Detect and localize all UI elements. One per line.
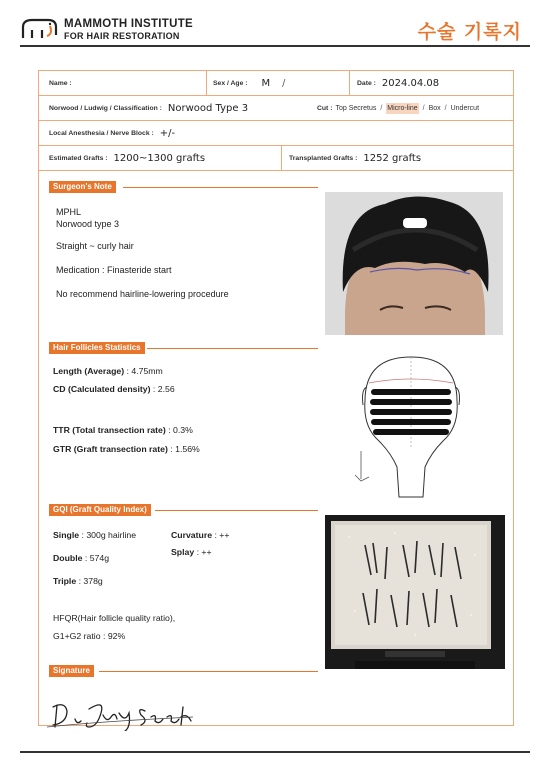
donor-area-diagram: [351, 349, 471, 501]
top-divider: [20, 45, 530, 47]
transplanted-grafts-label: Transplanted Grafts :: [289, 154, 358, 162]
section-rule: [147, 348, 318, 349]
note-line: No recommend hairline-lowering procedure: [56, 289, 229, 299]
single-label: Single: [53, 530, 80, 540]
patient-hairline-photo: [325, 192, 503, 335]
cut-separator: /: [444, 104, 447, 112]
patient-row-2: [39, 96, 513, 121]
patient-row-3: [39, 121, 513, 146]
splay-label: Splay: [171, 547, 195, 557]
transplanted-grafts-field[interactable]: [289, 146, 421, 170]
cut-field: [317, 96, 479, 120]
mammoth-icon: [20, 17, 60, 39]
divider: [349, 71, 350, 95]
date-value: 2024.04.08: [381, 77, 440, 89]
single-value: : 300g hairline: [79, 530, 137, 540]
cut-separator: /: [380, 104, 383, 112]
section-rule: [123, 187, 318, 188]
classification-field[interactable]: [49, 96, 248, 120]
bottom-divider: [20, 751, 530, 753]
double-stat: [53, 553, 109, 563]
follicle-stats-heading: Hair Follicles Statistics: [49, 342, 145, 354]
double-label: Double: [53, 553, 83, 563]
sex-age-field[interactable]: [213, 71, 285, 95]
graft-photo-drawing: [325, 515, 505, 669]
hairline-photo-drawing: [325, 192, 503, 335]
gtr-label: GTR (Graft transection rate): [53, 444, 168, 454]
signature-heading: Signature: [49, 665, 94, 677]
doctor-signature: [45, 697, 195, 731]
signature-drawing: [45, 697, 195, 731]
anesthesia-field[interactable]: [49, 121, 175, 145]
ttr-stat: [53, 425, 193, 435]
surgeon-note-heading: Surgeon's Note: [49, 181, 116, 193]
classification-value: Norwood Type 3: [167, 102, 249, 114]
note-line: Norwood type 3: [56, 219, 120, 229]
triple-stat: [53, 576, 103, 586]
anesthesia-value: +/-: [159, 127, 176, 139]
curvature-value: : ++: [212, 530, 230, 540]
length-value: : 4.75mm: [124, 366, 163, 376]
cut-option-micro-line[interactable]: Micro-line: [387, 104, 418, 112]
estimated-grafts-value: 1200~1300 grafts: [113, 152, 206, 164]
cut-option-undercut[interactable]: Undercut: [450, 104, 480, 112]
curvature-label: Curvature: [171, 530, 213, 540]
cut-separator: /: [422, 104, 425, 112]
anesthesia-label: Local Anesthesia / Nerve Block :: [49, 129, 154, 137]
cd-stat: [53, 384, 175, 394]
classification-label: Norwood / Ludwig / Classification :: [49, 104, 162, 112]
transplanted-grafts-value: 1252 grafts: [363, 152, 422, 164]
head-back-diagram: [351, 349, 471, 501]
length-stat: [53, 366, 163, 376]
double-value: : 574g: [82, 553, 110, 563]
splay-stat: [171, 547, 212, 557]
hfqr-stat: HFQR(Hair follicle quality ratio),: [53, 613, 176, 623]
ttr-value: : 0.3%: [165, 425, 193, 435]
name-field[interactable]: [49, 71, 78, 95]
patient-row-4: [39, 146, 513, 171]
sex-value: M: [261, 77, 271, 89]
estimated-grafts-label: Estimated Grafts :: [49, 154, 108, 162]
g1g2-value: : 92%: [100, 631, 126, 641]
splay-value: : ++: [194, 547, 212, 557]
graft-microscope-photo: [325, 515, 505, 669]
length-label: Length (Average): [53, 366, 125, 376]
institute-name-line2: FOR HAIR RESTORATION: [64, 31, 180, 41]
gtr-value: : 1.56%: [167, 444, 200, 454]
cut-option-box[interactable]: Box: [428, 104, 441, 112]
cd-label: CD (Calculated density): [53, 384, 151, 394]
surgery-record-form: [38, 70, 514, 726]
date-label: Date :: [357, 79, 376, 87]
section-rule: [155, 510, 318, 511]
patient-row-1: [39, 71, 513, 96]
ttr-label: TTR (Total transection rate): [53, 425, 166, 435]
curvature-stat: [171, 530, 229, 540]
sex-age-label: Sex / Age :: [213, 79, 248, 87]
g1g2-label: G1+G2 ratio: [53, 631, 101, 641]
divider: [206, 71, 207, 95]
document-title: 수술 기록지: [417, 21, 522, 43]
triple-value: : 378g: [76, 576, 103, 586]
g1g2-stat: [53, 631, 125, 641]
name-label: Name :: [49, 79, 72, 87]
note-line: Medication : Finasteride start: [56, 265, 172, 275]
note-line: Straight ~ curly hair: [56, 241, 134, 251]
divider: [281, 146, 282, 170]
estimated-grafts-field[interactable]: [49, 146, 205, 170]
gtr-stat: [53, 444, 200, 454]
note-line: MPHL: [56, 207, 82, 217]
age-separator: /: [282, 77, 286, 89]
triple-label: Triple: [53, 576, 77, 586]
institute-name-line1: MAMMOTH INSTITUTE: [64, 18, 194, 30]
institute-logo: [20, 17, 195, 43]
cd-value: : 2.56: [150, 384, 175, 394]
gqi-heading: GQI (Graft Quality Index): [49, 504, 151, 516]
section-rule: [99, 671, 318, 672]
single-stat: [53, 530, 136, 540]
cut-option-top-secretus[interactable]: Top Secretus: [335, 104, 377, 112]
cut-label: Cut :: [317, 104, 333, 112]
date-field[interactable]: [357, 71, 439, 95]
